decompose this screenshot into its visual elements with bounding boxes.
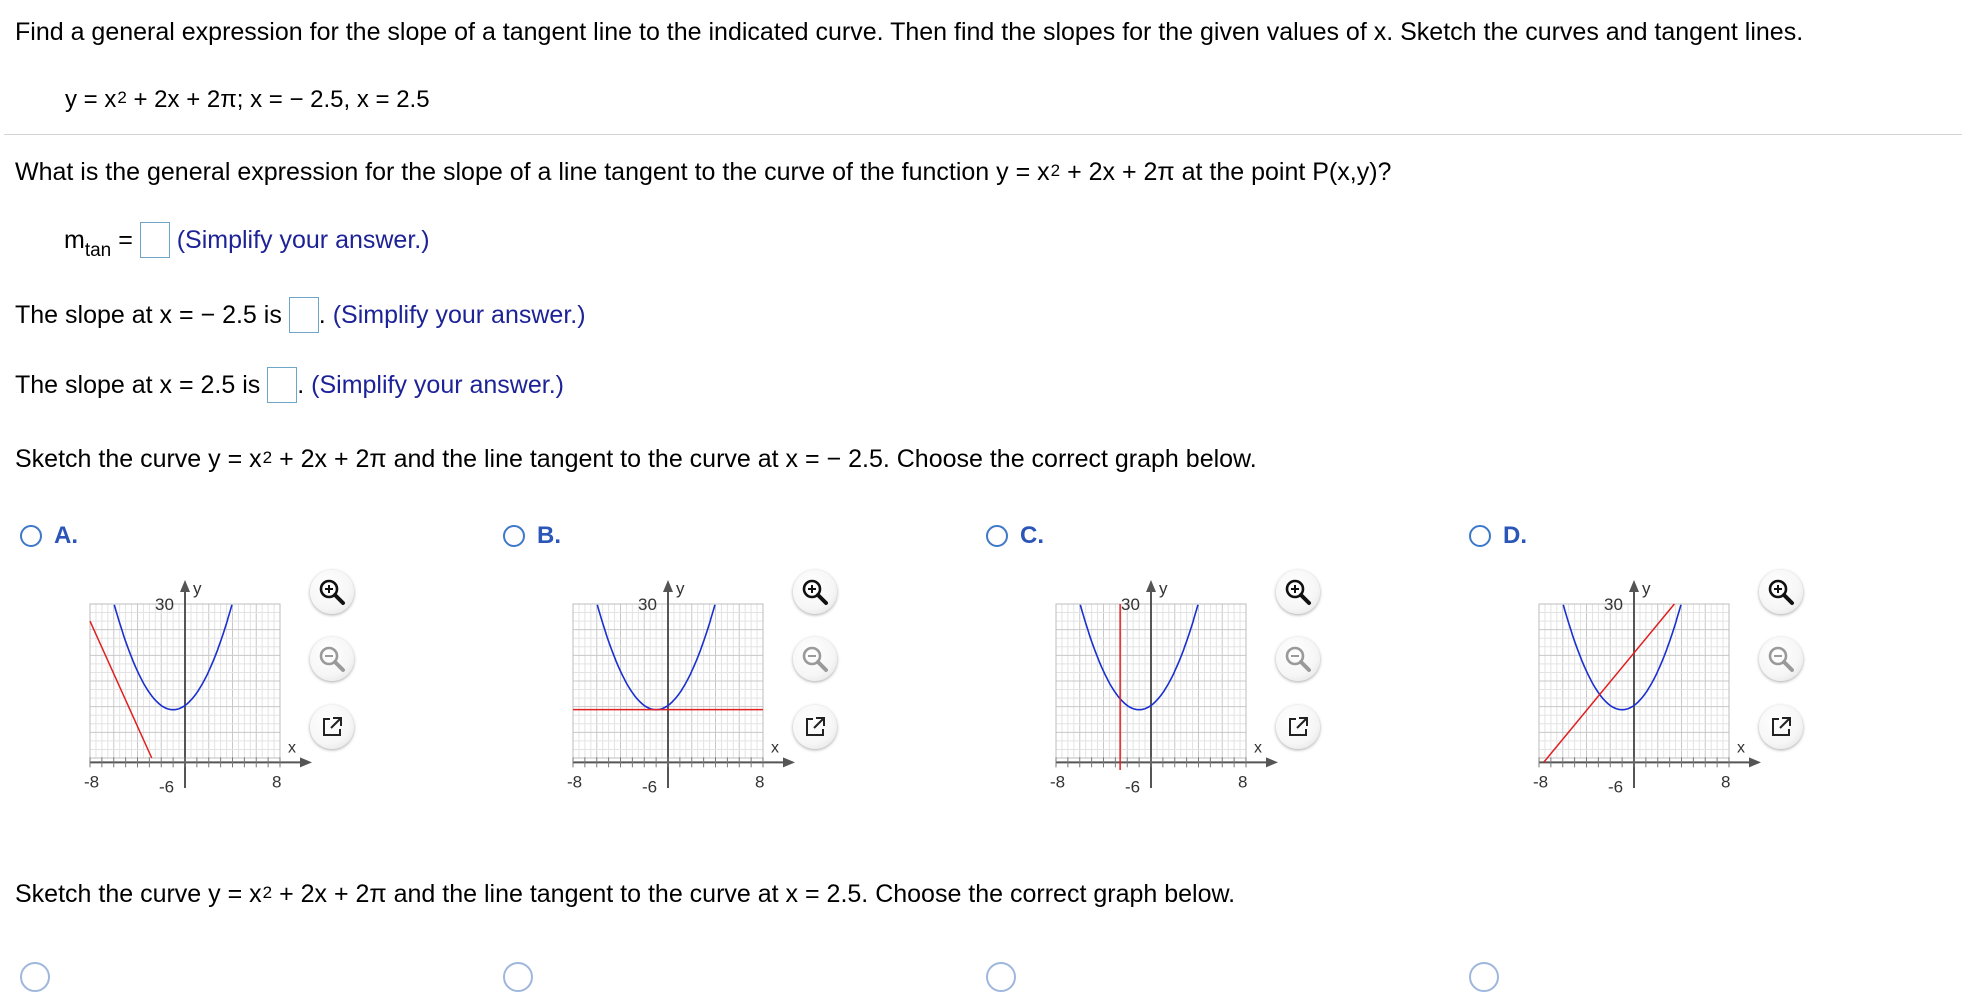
mtan-subscript: tan bbox=[84, 240, 112, 261]
open-external-icon bbox=[1285, 714, 1311, 740]
slope-pos-row bbox=[15, 367, 564, 403]
option-d-graph bbox=[1481, 570, 1781, 795]
y-axis-arrow bbox=[1629, 580, 1639, 592]
x-axis-label: x bbox=[771, 739, 779, 757]
zoom-out-icon bbox=[317, 644, 347, 674]
option-d-label: D. bbox=[1503, 522, 1527, 549]
sketch-question-pos bbox=[15, 880, 1235, 909]
mtan-answer-box[interactable] bbox=[140, 222, 170, 258]
x-axis-label: x bbox=[288, 739, 296, 757]
y-axis-label: y bbox=[1159, 579, 1168, 598]
option-c-label: C. bbox=[1020, 522, 1044, 549]
slope-neg-row bbox=[15, 297, 586, 333]
y-axis-label: y bbox=[676, 579, 685, 598]
x-max-label: 8 bbox=[1721, 772, 1731, 792]
option-a-radio[interactable] bbox=[20, 525, 42, 547]
option-c[interactable] bbox=[986, 522, 1044, 550]
option-a-graph bbox=[32, 570, 332, 795]
open-external-icon bbox=[319, 714, 345, 740]
sketch2-exponent: 2 bbox=[262, 883, 273, 902]
y-axis-arrow bbox=[1146, 580, 1156, 592]
sketch1-text-post: + 2x + 2π and the line tangent to the curve at x = − 2.5. Choose the correct graph below. bbox=[272, 445, 1257, 473]
slope-pos-text: The slope at x = 2.5 is bbox=[15, 371, 268, 399]
next-option-radio-c[interactable] bbox=[986, 962, 1016, 992]
slope-pos-period: . bbox=[297, 371, 305, 399]
x-mid-label: -6 bbox=[159, 777, 175, 795]
q1-text-pre: What is the general expression for the slope of a line tangent to the curve of the function y = x bbox=[15, 158, 1050, 186]
option-d[interactable] bbox=[1469, 522, 1527, 550]
option-b-radio[interactable] bbox=[503, 525, 525, 547]
y-tick-label: 30 bbox=[1121, 595, 1140, 614]
x-axis-label: x bbox=[1254, 739, 1262, 757]
mtan-m: m bbox=[64, 226, 85, 254]
q1-text-post: + 2x + 2π at the point P(x,y)? bbox=[1060, 158, 1392, 186]
section-divider bbox=[4, 134, 1962, 135]
option-d-tangent-line bbox=[1544, 604, 1675, 762]
x-axis-arrow bbox=[300, 757, 312, 767]
option-a-zoom-in-button[interactable] bbox=[310, 570, 354, 614]
y-axis-arrow bbox=[663, 580, 673, 592]
zoom-out-icon bbox=[1766, 644, 1796, 674]
function-lhs: y = x bbox=[65, 86, 117, 113]
x-max-label: 8 bbox=[272, 772, 282, 792]
option-c-zoom-in-button[interactable] bbox=[1276, 570, 1320, 614]
mtan-hint: (Simplify your answer.) bbox=[176, 226, 430, 254]
y-axis-label: y bbox=[1642, 579, 1651, 598]
mtan-row bbox=[64, 222, 430, 261]
x-min-label: -8 bbox=[1050, 772, 1066, 792]
zoom-in-icon bbox=[317, 577, 347, 607]
option-b-graph bbox=[515, 570, 815, 795]
x-axis-arrow bbox=[1749, 757, 1761, 767]
slope-neg-period: . bbox=[318, 301, 326, 329]
sketch2-text-post: + 2x + 2π and the line tangent to the curve at x = 2.5. Choose the correct graph below. bbox=[272, 880, 1236, 908]
option-a-zoom-out-button[interactable] bbox=[310, 637, 354, 681]
next-option-radio-b[interactable] bbox=[503, 962, 533, 992]
y-tick-label: 30 bbox=[1604, 595, 1623, 614]
x-min-label: -8 bbox=[567, 772, 583, 792]
mtan-equals: = bbox=[111, 226, 140, 254]
slope-pos-answer-box[interactable] bbox=[267, 367, 297, 403]
x-max-label: 8 bbox=[755, 772, 765, 792]
sketch1-exponent: 2 bbox=[262, 448, 273, 467]
x-mid-label: -6 bbox=[1125, 777, 1141, 795]
slope-neg-text: The slope at x = − 2.5 is bbox=[15, 301, 289, 329]
zoom-in-icon bbox=[1766, 577, 1796, 607]
slope-pos-hint: (Simplify your answer.) bbox=[311, 371, 564, 399]
next-option-radio-d[interactable] bbox=[1469, 962, 1499, 992]
option-d-radio[interactable] bbox=[1469, 525, 1491, 547]
option-d-open-external-button[interactable] bbox=[1759, 705, 1803, 749]
problem-function bbox=[65, 86, 430, 114]
x-min-label: -8 bbox=[1533, 772, 1549, 792]
x-axis-label: x bbox=[1737, 739, 1745, 757]
x-axis-arrow bbox=[783, 757, 795, 767]
option-b-open-external-button[interactable] bbox=[793, 705, 837, 749]
open-external-icon bbox=[1768, 714, 1794, 740]
x-min-label: -8 bbox=[84, 772, 100, 792]
x-max-label: 8 bbox=[1238, 772, 1248, 792]
option-a[interactable] bbox=[20, 522, 78, 550]
sketch-question-neg bbox=[15, 445, 1257, 474]
zoom-in-icon bbox=[800, 577, 830, 607]
option-c-radio[interactable] bbox=[986, 525, 1008, 547]
sketch1-text-pre: Sketch the curve y = x bbox=[15, 445, 262, 473]
function-rest: + 2x + 2π; x = − 2.5, x = 2.5 bbox=[126, 86, 430, 113]
question-general-slope bbox=[15, 158, 1391, 187]
option-c-graph bbox=[998, 570, 1298, 795]
zoom-out-icon bbox=[1283, 644, 1313, 674]
option-d-zoom-out-button[interactable] bbox=[1759, 637, 1803, 681]
y-tick-label: 30 bbox=[155, 595, 174, 614]
slope-neg-hint: (Simplify your answer.) bbox=[332, 301, 586, 329]
option-b-zoom-in-button[interactable] bbox=[793, 570, 837, 614]
zoom-out-icon bbox=[800, 644, 830, 674]
option-a-label: A. bbox=[54, 522, 78, 549]
next-option-radio-a[interactable] bbox=[20, 962, 50, 992]
option-c-open-external-button[interactable] bbox=[1276, 705, 1320, 749]
y-axis-label: y bbox=[193, 579, 202, 598]
option-b[interactable] bbox=[503, 522, 561, 550]
x-mid-label: -6 bbox=[642, 777, 658, 795]
option-b-label: B. bbox=[537, 522, 561, 549]
x-axis-arrow bbox=[1266, 757, 1278, 767]
problem-instruction: Find a general expression for the slope of a tangent line to the indicated curve. Then find the slopes for the given values of x. Sketch the curves and tangent lines. bbox=[15, 18, 1804, 46]
x-mid-label: -6 bbox=[1608, 777, 1624, 795]
y-axis-arrow bbox=[180, 580, 190, 592]
option-c-zoom-out-button[interactable] bbox=[1276, 637, 1320, 681]
open-external-icon bbox=[802, 714, 828, 740]
zoom-in-icon bbox=[1283, 577, 1313, 607]
option-d-zoom-in-button[interactable] bbox=[1759, 570, 1803, 614]
option-b-zoom-out-button[interactable] bbox=[793, 637, 837, 681]
q1-exponent: 2 bbox=[1050, 161, 1061, 180]
sketch2-text-pre: Sketch the curve y = x bbox=[15, 880, 262, 908]
y-tick-label: 30 bbox=[638, 595, 657, 614]
function-exponent: 2 bbox=[117, 88, 127, 107]
slope-neg-answer-box[interactable] bbox=[289, 297, 319, 333]
option-a-open-external-button[interactable] bbox=[310, 705, 354, 749]
